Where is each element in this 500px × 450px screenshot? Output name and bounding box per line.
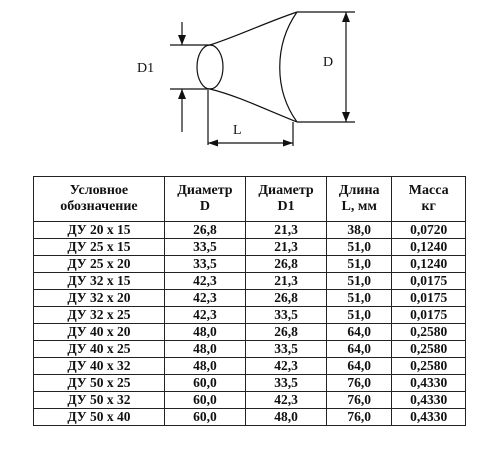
cell-mass: 0,1240 — [392, 239, 466, 256]
table-row — [34, 392, 466, 409]
cell-diameter-d1: 33,5 — [245, 341, 326, 358]
cell-diameter-d: 48,0 — [164, 341, 245, 358]
cell-designation: ДУ 25 х 20 — [34, 256, 165, 273]
cell-mass: 0,0175 — [392, 273, 466, 290]
cell-diameter-d: 48,0 — [164, 324, 245, 341]
cell-designation: ДУ 50 х 25 — [34, 375, 165, 392]
table-row — [34, 409, 466, 426]
cell-mass: 0,0175 — [392, 307, 466, 324]
cell-length: 64,0 — [327, 324, 392, 341]
table-row — [34, 375, 466, 392]
cell-length: 64,0 — [327, 358, 392, 375]
label-d1: D1 — [137, 61, 155, 76]
cell-diameter-d: 33,5 — [164, 256, 245, 273]
cell-mass: 0,2580 — [392, 324, 466, 341]
cell-length: 64,0 — [327, 341, 392, 358]
table-row — [34, 324, 466, 341]
cell-length: 76,0 — [327, 375, 392, 392]
col-header-diameter-d1: Диаметр D1 — [245, 177, 326, 222]
cell-diameter-d1: 21,3 — [245, 273, 326, 290]
cell-mass: 0,2580 — [392, 341, 466, 358]
cell-diameter-d1: 33,5 — [245, 307, 326, 324]
cell-diameter-d1: 26,8 — [245, 256, 326, 273]
cell-diameter-d: 42,3 — [164, 307, 245, 324]
table-row — [34, 358, 466, 375]
table-row — [34, 290, 466, 307]
cell-diameter-d: 60,0 — [164, 392, 245, 409]
table-row — [34, 239, 466, 256]
cell-diameter-d1: 26,8 — [245, 324, 326, 341]
cell-designation: ДУ 32 х 15 — [34, 273, 165, 290]
reducer-small-end — [197, 45, 223, 89]
cell-diameter-d: 60,0 — [164, 375, 245, 392]
cell-designation: ДУ 25 х 15 — [34, 239, 165, 256]
cell-designation: ДУ 32 х 25 — [34, 307, 165, 324]
cell-designation: ДУ 40 х 20 — [34, 324, 165, 341]
cell-length: 51,0 — [327, 239, 392, 256]
cell-designation: ДУ 50 х 32 — [34, 392, 165, 409]
cell-designation: ДУ 50 х 40 — [34, 409, 165, 426]
table-row — [34, 307, 466, 324]
cell-diameter-d: 60,0 — [164, 409, 245, 426]
cell-diameter-d1: 42,3 — [245, 358, 326, 375]
cell-mass: 0,0175 — [392, 290, 466, 307]
cell-mass: 0,2580 — [392, 358, 466, 375]
cell-mass: 0,4330 — [392, 409, 466, 426]
col-header-mass: Масса кг — [392, 177, 466, 222]
table-row — [34, 341, 466, 358]
table-row — [34, 222, 466, 239]
cell-diameter-d: 42,3 — [164, 273, 245, 290]
table-header-row — [34, 177, 466, 222]
cell-diameter-d1: 21,3 — [245, 239, 326, 256]
cell-mass: 0,4330 — [392, 392, 466, 409]
cell-diameter-d1: 21,3 — [245, 222, 326, 239]
cell-mass: 0,0720 — [392, 222, 466, 239]
reducer-spec-table — [33, 176, 466, 426]
cell-designation: ДУ 40 х 25 — [34, 341, 165, 358]
cell-length: 51,0 — [327, 273, 392, 290]
label-d: D — [323, 55, 334, 70]
table-row — [34, 256, 466, 273]
cell-designation: ДУ 40 х 32 — [34, 358, 165, 375]
cell-diameter-d1: 42,3 — [245, 392, 326, 409]
cell-length: 51,0 — [327, 290, 392, 307]
label-l: L — [233, 123, 242, 138]
cell-length: 51,0 — [327, 307, 392, 324]
reducer-drawing — [0, 0, 500, 175]
col-header-length: Длина L, мм — [327, 177, 392, 222]
cell-length: 38,0 — [327, 222, 392, 239]
cell-diameter-d: 48,0 — [164, 358, 245, 375]
cell-diameter-d: 42,3 — [164, 290, 245, 307]
cell-diameter-d: 26,8 — [164, 222, 245, 239]
table-body — [34, 222, 466, 426]
cell-designation: ДУ 32 х 20 — [34, 290, 165, 307]
cell-diameter-d1: 48,0 — [245, 409, 326, 426]
col-header-designation: Условное обозначение — [34, 177, 165, 222]
cell-designation: ДУ 20 х 15 — [34, 222, 165, 239]
table-row — [34, 273, 466, 290]
col-header-diameter-d: Диаметр D — [164, 177, 245, 222]
cell-diameter-d: 33,5 — [164, 239, 245, 256]
cell-length: 51,0 — [327, 256, 392, 273]
cell-mass: 0,4330 — [392, 375, 466, 392]
cell-diameter-d1: 33,5 — [245, 375, 326, 392]
cell-diameter-d1: 26,8 — [245, 290, 326, 307]
cell-mass: 0,1240 — [392, 256, 466, 273]
cell-length: 76,0 — [327, 409, 392, 426]
cell-length: 76,0 — [327, 392, 392, 409]
